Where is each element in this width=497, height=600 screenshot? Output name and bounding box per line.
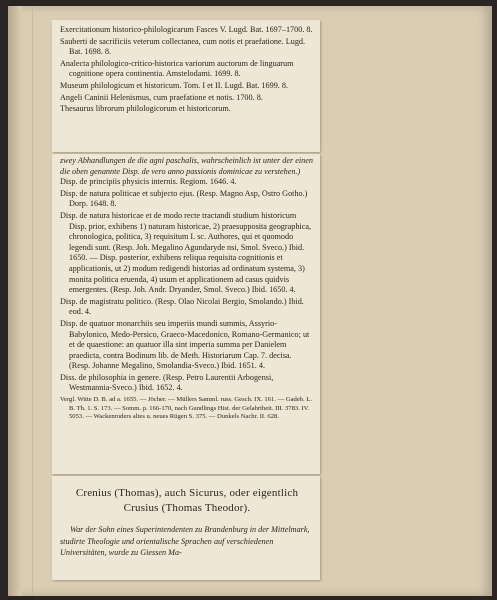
bibliography-entry: Sauberti de sacrificiis veterum collectanea, cum notis et praefatione. Lugd. Bat. 1698. 8. bbox=[60, 36, 306, 57]
biography-heading: Crenius (Thomas), auch Sicurus, oder eigentlich Crusius (Thomas Theodor). bbox=[75, 487, 299, 514]
clipping-top bbox=[52, 20, 320, 152]
bibliography-entry: Disp. de principiis physicis internis. Regiom. 1646. 4. bbox=[60, 177, 237, 187]
bibliography-entry: Exercitationum historico-philologicarum Fasces V. Lugd. Bat. 1697–1700. 8. bbox=[60, 25, 313, 34]
biography-text: War der Sohn eines Superintendenten zu Brandenburg in der Mittelmark, studirte Theologie und orientalische Sprachen auf verschiedenen Universitäten, wurde zu Giessen Ma- bbox=[60, 525, 310, 557]
bibliography-entry: Analecta philologico-critico-historica variorum auctorum de linguarum cognitione opera continentia. Amstelodami. 1699. 8. bbox=[60, 58, 294, 79]
bibliography-entry: Disp. de quatuor monarchiis seu imperiis mundi summis, Assyrio-Babylonico, Medo-Persico, Graeco-Macedonico, Romano-Germanico; ut et de quaestione: an quatuor illa sint imperia summa per Danielem praedicta, contra Bodinum lib. de Meth. Historiarum Cap. 7. decisa. (Resp. Johanne Megalino, Smolandia-Sveco.) Ibid. 1651. 4. bbox=[60, 318, 310, 371]
clipping-bottom bbox=[52, 476, 320, 580]
clipping-middle bbox=[52, 154, 320, 474]
page-binding-edge bbox=[8, 6, 22, 596]
bibliography-entry: Thesaurus librorum philologicorum et historicorum. bbox=[60, 104, 231, 114]
bibliography-entry: Disp. de magistratu politico. (Resp. Olao Nicolai Bergio, Smolando.) Ibid. eod. 4. bbox=[60, 296, 304, 317]
references-note: Vergl. Witte D. B. ad a. 1655. — Jöcher. — Müllers Samml. russ. Gesch. IX. 161. — Gadeb. L. B. Th. 1. S. 173. — Somm. p. 166-170, nach Gundlings Hist. der Gelahrtheit. III. 3783. IV. 5053. — Wackenroders altes u. neues Rügen S. 375. — Dunkels Nachr. II. 628. bbox=[60, 396, 313, 421]
bibliography-entry: Diss. de philosophia in genere. (Resp. Petro Laurentii Arbogensi, Westmannia-Sveco.) Ibid. 1652. 4. bbox=[60, 372, 274, 393]
bibliography-entry: Museum philologicum et historicum. Tom. I et II. Lugd. Bat. 1699. 8. bbox=[60, 80, 289, 90]
bibliography-entry: Angeli Caninii Helenismus, cum praefatione et notis. 1700. 8. bbox=[60, 92, 263, 102]
bibliography-entry: Disp. de natura historicae et de modo recte tractandi studium historicum Disp. prior, exhibens 1) naturam historicae, 2) praesupposita geographica, chronologica, politica, 3) requisitum I. sc. Authores, qui et quomodo legendi sunt. (Resp. Joh. Megalino Agundaryde nsi, Smol. Sveco.) Ibid. 1650. — Disp. posterior, exhibens reliqua requisita cognitionis et applicationis, ut 2) modum redigendi historias ad ordinatum systema, 3) monita politica eruenda, 4) usum et applicationem ad casus quidvis emergentes. (Resp. Joh. Andr. Dryander, Smol. Sveco.) Ibid. 1650. 4. bbox=[60, 210, 312, 295]
bibliography-entry: Disp. de natura politicae et subjecto ejus. (Resp. Magno Asp, Ostro Gotho.) Dorp. 1648. 8. bbox=[60, 188, 308, 209]
continued-fragment: zwey Abhandlungen de die agni paschalis, wahrscheinlich ist unter der einen die oben genannte Disp. de vero anno passionis dominicae zu verstehen.) bbox=[60, 156, 313, 176]
